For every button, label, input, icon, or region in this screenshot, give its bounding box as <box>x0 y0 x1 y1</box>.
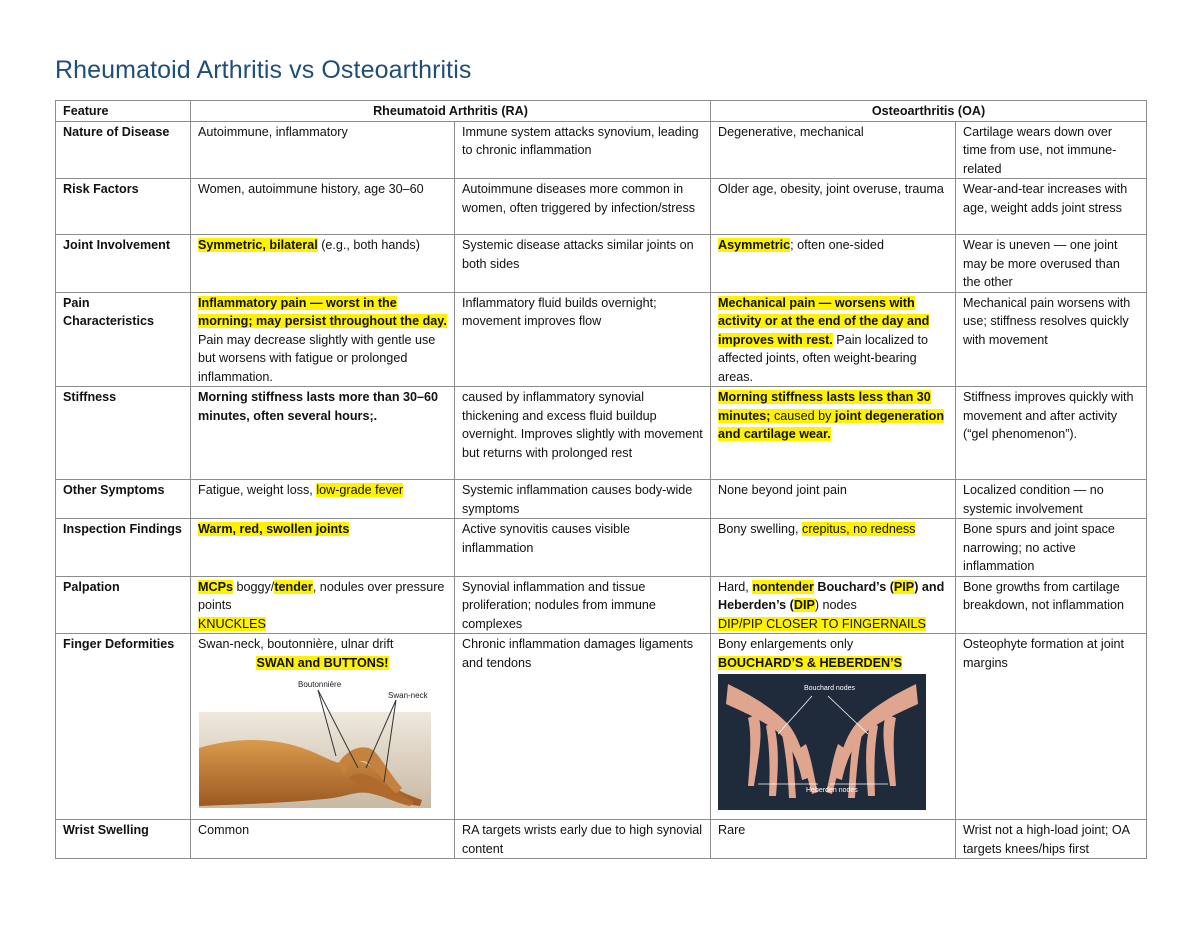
highlight-text: MCPs <box>198 579 233 594</box>
ra-why-cell: RA targets wrists early due to high synovial content <box>455 820 711 859</box>
feature-cell: Wrist Swelling <box>56 820 191 859</box>
header-ra: Rheumatoid Arthritis (RA) <box>191 101 711 122</box>
feature-cell: Nature of Disease <box>56 121 191 179</box>
table-row <box>56 519 1147 577</box>
oa-cell: Rare <box>711 820 956 859</box>
ra-cell <box>191 480 455 519</box>
oa-why-cell: Stiffness improves quickly with movement and after activity (“gel phenomenon”). <box>956 387 1147 480</box>
oa-cell: Older age, obesity, joint overuse, trauma <box>711 179 956 235</box>
oa-why-cell: Bone growths from cartilage breakdown, not inflammation <box>956 576 1147 634</box>
oa-why-cell: Osteophyte formation at joint margins <box>956 634 1147 820</box>
oa-why-cell: Wrist not a high-load joint; OA targets knees/hips first <box>956 820 1147 859</box>
table-row <box>56 576 1147 634</box>
highlight-text: crepitus, no redness <box>802 522 916 536</box>
ra-why-cell: Systemic disease attacks similar joints on both sides <box>455 235 711 293</box>
oa-cell <box>711 576 956 634</box>
oa-cell <box>711 387 956 480</box>
highlight-text: tender <box>274 579 313 594</box>
highlight-text: PIP <box>893 579 915 594</box>
cell-text: ; often one-sided <box>790 238 884 252</box>
cell-text: Bony swelling, <box>718 522 803 536</box>
ra-cell <box>191 292 455 387</box>
header-oa: Osteoarthritis (OA) <box>711 101 1147 122</box>
header-feature: Feature <box>56 101 191 122</box>
image-label: Bouchard nodes <box>804 685 855 692</box>
oa-why-cell: Bone spurs and joint space narrowing; no active inflammation <box>956 519 1147 577</box>
highlight-text: Morning stiffness lasts less than 30 minutes; <box>718 390 931 423</box>
feature-cell: Finger Deformities <box>56 634 191 820</box>
feature-cell: Other Symptoms <box>56 480 191 519</box>
highlight-text: low-grade fever <box>316 483 404 497</box>
highlight-text: Asymmetric <box>718 238 791 252</box>
oa-cell <box>711 519 956 577</box>
oa-cell: Degenerative, mechanical <box>711 121 956 179</box>
note-text: BOUCHARD’S & HEBERDEN’S <box>718 655 903 670</box>
cell-text: Pain localized to affected joints, often weight-bearing areas. <box>718 332 929 384</box>
table-row <box>56 820 1147 859</box>
note-text: DIP/PIP CLOSER TO FINGERNAILS <box>718 616 926 631</box>
image-label: Boutonnière <box>298 680 342 689</box>
ra-cell <box>191 519 455 577</box>
comparison-table <box>55 100 1147 859</box>
note-text: KNUCKLES <box>198 616 266 631</box>
oa-hand-illustration <box>718 674 926 810</box>
cell-text: (e.g., both hands) <box>317 238 420 252</box>
table-row <box>56 387 1147 480</box>
cell-text: boggy/ <box>233 579 275 594</box>
cell-text: ) and Heberden’s ( <box>718 579 945 612</box>
image-label: Swan-neck <box>388 691 428 700</box>
ra-why-cell: Synovial inflammation and tissue proliferation; nodules from immune complexes <box>455 576 711 634</box>
cell-text: Bony enlargements only <box>718 637 854 651</box>
feature-cell: Inspection Findings <box>56 519 191 577</box>
highlight-text: Inflammatory pain — worst in the morning; may persist throughout the day. <box>198 295 447 328</box>
ra-cell: Common <box>191 820 455 859</box>
cell-text: Fatigue, weight loss, <box>198 483 317 497</box>
highlight-text: Symmetric, bilateral <box>198 238 318 252</box>
oa-cell: None beyond joint pain <box>711 480 956 519</box>
table-row <box>56 634 1147 820</box>
oa-hand-image <box>718 674 926 810</box>
ra-why-cell: Systemic inflammation causes body-wide symptoms <box>455 480 711 519</box>
table-row <box>56 292 1147 387</box>
oa-why-cell: Cartilage wears down over time from use, not immune-related <box>956 121 1147 179</box>
header-row <box>56 101 1147 122</box>
feature-cell: Joint Involvement <box>56 235 191 293</box>
table-row <box>56 121 1147 179</box>
ra-why-cell: Immune system attacks synovium, leading to chronic inflammation <box>455 121 711 179</box>
ra-why-cell: Chronic inflammation damages ligaments and tendons <box>455 634 711 820</box>
cell-text: Hard, <box>718 579 753 594</box>
table-row <box>56 179 1147 235</box>
highlight-text: nontender <box>752 579 814 594</box>
oa-cell <box>711 634 956 820</box>
ra-cell <box>191 634 455 820</box>
highlight-text: Mechanical pain — worsens with activity or at the end of the day and improves with rest. <box>718 295 930 347</box>
feature-cell: Stiffness <box>56 387 191 480</box>
cell-text: , nodules over pressure points <box>198 579 445 612</box>
ra-why-cell: Autoimmune diseases more common in women, often triggered by infection/stress <box>455 179 711 235</box>
ra-cell <box>191 576 455 634</box>
image-label: Heberden nodes <box>806 787 858 794</box>
oa-why-cell: Wear-and-tear increases with age, weight adds joint stress <box>956 179 1147 235</box>
cell-text: Swan-neck, boutonnière, ulnar drift <box>198 637 394 651</box>
table-row <box>56 235 1147 293</box>
table-row <box>56 480 1147 519</box>
highlight-text: DIP <box>793 598 815 612</box>
ra-cell: Women, autoimmune history, age 30–60 <box>191 179 455 235</box>
ra-why-cell: Active synovitis causes visible inflammation <box>455 519 711 577</box>
feature-cell: Pain Characteristics <box>56 292 191 387</box>
oa-why-cell: Mechanical pain worsens with use; stiffness resolves quickly with movement <box>956 292 1147 387</box>
page-title: Rheumatoid Arthritis vs Osteoarthritis <box>55 56 472 84</box>
oa-why-cell: Wear is uneven — one joint may be more overused than the other <box>956 235 1147 293</box>
ra-cell: Morning stiffness lasts more than 30–60 minutes, often several hours;. <box>191 387 455 480</box>
feature-cell: Risk Factors <box>56 179 191 235</box>
feature-cell: Palpation <box>56 576 191 634</box>
highlight-text: joint degeneration and cartilage wear. <box>718 408 945 441</box>
ra-why-cell: caused by inflammatory synovial thickening and excess fluid buildup overnight. Improves slightly with movement but returns with prolonged rest <box>455 387 711 480</box>
ra-hand-image <box>198 678 433 810</box>
cell-text: Pain may decrease slightly with gentle use but worsens with fatigue or prolonged inflammation. <box>198 332 436 384</box>
oa-why-cell: Localized condition — no systemic involvement <box>956 480 1147 519</box>
highlight-text: caused by <box>770 408 835 423</box>
cell-text: ) nodes <box>814 598 857 612</box>
ra-cell: Autoimmune, inflammatory <box>191 121 455 179</box>
ra-hand-illustration <box>198 678 433 810</box>
highlight-text: Warm, red, swollen joints <box>198 522 350 536</box>
cell-text: Bouchard’s ( <box>813 579 894 594</box>
oa-cell <box>711 292 956 387</box>
oa-cell <box>711 235 956 293</box>
note-text: SWAN and BUTTONS! <box>256 655 389 670</box>
ra-cell <box>191 235 455 293</box>
ra-why-cell: Inflammatory fluid builds overnight; movement improves flow <box>455 292 711 387</box>
